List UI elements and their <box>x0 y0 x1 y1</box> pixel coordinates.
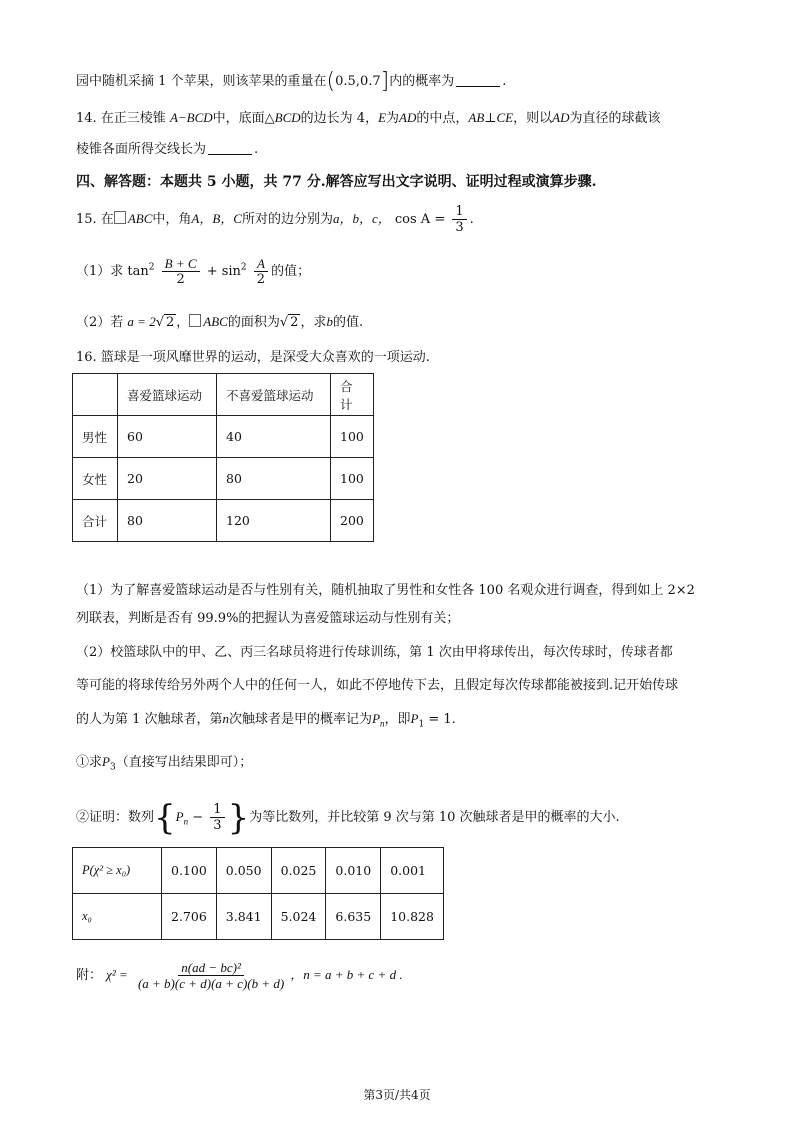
text: （直接写出结果即可）； <box>115 755 253 770</box>
chi-fraction <box>135 960 287 991</box>
var-Pn: P <box>175 809 184 824</box>
q15-p2-b: b <box>326 314 333 329</box>
contingency-table <box>72 373 374 542</box>
q15-text: 中，角 <box>152 212 192 227</box>
q16-p2-line3: 的人为第 1 次触球者，第n次触球者是甲的概率记为$P_n$，即$P_1 = 1$. <box>76 711 456 730</box>
table-cell: 男性 <box>73 416 118 458</box>
q15-p2-area: 的面积为 <box>227 315 280 330</box>
q14-text-c: 的边长为 4， <box>300 111 379 126</box>
q15-cos: cos A = <box>394 212 446 227</box>
interval-value: 0.5,0.7 <box>335 74 381 89</box>
q13-tail <box>76 69 507 94</box>
q14-text-b: 中，底面△ <box>212 111 275 126</box>
table-cell: P(χ² ≥ x₀) <box>73 848 162 894</box>
q14-text-f: ，则以 <box>513 111 553 126</box>
table-cell: 20 <box>118 458 217 500</box>
table-cell: 5.024 <box>271 894 326 940</box>
chi-formula <box>76 960 403 991</box>
q14-line1 <box>76 108 661 129</box>
table-cell <box>73 374 118 416</box>
radicand: 2 <box>290 315 299 330</box>
table-row <box>73 416 374 458</box>
q15-part1: （1）求 $\tan^2$ $\frac{B + C}{2}$ + $\sin^2$ $\frac{A}{2}$ 的值； <box>76 256 311 287</box>
q16-intro: 16. 篮球是一项风靡世界的运动，是深受大众喜欢的一项运动. <box>76 350 430 365</box>
q15-p2-end2: 的值. <box>332 315 364 330</box>
table-cell: 100 <box>331 416 374 458</box>
bc-fraction <box>162 256 200 287</box>
q15-angles: A，B，C <box>191 211 242 226</box>
sqrt: √ 2 <box>155 315 175 330</box>
q14-AD: AD <box>399 110 417 125</box>
table-row <box>73 374 374 416</box>
table-cell: 200 <box>331 500 374 542</box>
var-n: n <box>222 711 230 726</box>
comma: ， <box>176 315 190 330</box>
q14-text-2: 棱锥各面所得交线长为 <box>76 142 207 157</box>
text: 次触球者是甲的概率记为 <box>229 712 373 727</box>
frac-den: 2 <box>176 272 185 287</box>
table-cell: 0.100 <box>162 848 217 894</box>
text: 附： <box>76 968 103 983</box>
var-P: P <box>372 711 381 726</box>
q13-text-b: 内的概率为 <box>389 74 455 89</box>
table-cell: 0.025 <box>271 848 326 894</box>
sqrt: √ 2 <box>279 315 299 330</box>
a-fraction <box>254 256 268 287</box>
q14-text-e: 的中点， <box>416 111 469 126</box>
text: 的人为第 1 次触球者，第 <box>76 712 223 727</box>
table-cell: 不喜爱篮球运动 <box>217 374 331 416</box>
table-cell: 40 <box>217 416 331 458</box>
frac-num: 1 <box>452 204 466 220</box>
text: ，即 <box>384 712 411 727</box>
radicand: 2 <box>166 315 175 330</box>
n-def: ，n = a + b + c + d . <box>290 967 403 982</box>
interval-close: ] <box>380 69 390 94</box>
table-cell: 10.828 <box>381 894 444 940</box>
table-cell: 0.050 <box>216 848 271 894</box>
table-row <box>73 500 374 542</box>
table-row <box>73 894 444 940</box>
q14-end: . <box>254 142 259 157</box>
text: 为等比数列，并比较第 9 次与第 10 次触球者是甲的概率的大小. <box>249 810 620 825</box>
q15-intro: 15. 在 ABC中，角A，B，C所对的边分别为a，b，c， cos A = $\frac{1}{3}$ . <box>76 204 474 235</box>
q14-text: 14. 在正三棱锥 <box>76 111 166 126</box>
q15-p2-a: a = 2 <box>127 314 156 329</box>
table-cell: 2.706 <box>162 894 217 940</box>
table-cell: 100 <box>331 458 374 500</box>
third-fraction <box>210 802 224 833</box>
q15-p2-tri: ABC <box>203 314 228 329</box>
q15-num: 15. 在 <box>76 212 114 227</box>
triangle-icon <box>114 211 126 224</box>
section-heading: 四、解答题：本题共 5 小题，共 77 分.解答应写出文字说明、证明过程或演算步骤. <box>76 174 597 190</box>
eq: = 1 <box>424 712 452 727</box>
q13-text: 园中随机采摘 1 个苹果，则该苹果的重量在 <box>76 74 327 89</box>
frac-den: (a + b)(c + d)(a + c)(b + d) <box>137 976 285 991</box>
brace-close: } <box>227 798 250 838</box>
answer-blank <box>456 73 500 87</box>
q14-base: BCD <box>274 110 301 125</box>
q14-AD-2: AD <box>552 110 570 125</box>
cos-fraction <box>452 204 466 235</box>
q14-perp: AB⊥CE <box>468 110 514 125</box>
table-cell: 合计 <box>73 500 118 542</box>
table-cell: 女性 <box>73 458 118 500</box>
q15-sides: a，b，c， <box>332 211 391 226</box>
table-cell: 0.010 <box>326 848 381 894</box>
q15-p2-end: ，求 <box>300 315 327 330</box>
text: . <box>451 712 456 727</box>
table-cell: 80 <box>118 500 217 542</box>
table-cell: x₀ <box>73 894 162 940</box>
q13-end: . <box>502 74 507 89</box>
q16-p1-line1: （1）为了解喜爱篮球运动是否与性别有关，随机抽取了男性和女性各 100 名观众进行调查，得到如上 2×2 <box>76 583 695 598</box>
q15-text2: 所对的边分别为 <box>241 212 333 227</box>
table-cell: 3.841 <box>216 894 271 940</box>
q16-sub1: ①求$P_3$（直接写出结果即可）； <box>76 754 253 773</box>
q16-p2-line1: （2）校篮球队中的甲、乙、丙三名球员将进行传球训练，第 1 次由甲将球传出，每次传球时，传球者都 <box>76 645 673 660</box>
frac-num: A <box>254 256 268 272</box>
triangle-icon <box>189 314 201 327</box>
frac-den: 3 <box>213 818 222 833</box>
q14-text-d: 为 <box>386 111 400 126</box>
answer-blank <box>208 141 252 155</box>
tan: tan <box>127 264 149 279</box>
table-cell: 6.635 <box>326 894 381 940</box>
frac-den: 2 <box>256 272 266 287</box>
frac-num: 1 <box>210 802 224 818</box>
table-cell: 0.001 <box>381 848 444 894</box>
table-cell: 喜爱篮球运动 <box>118 374 217 416</box>
q14-E: E <box>378 110 387 125</box>
var-P1: P <box>410 711 419 726</box>
q15-p1-end: 的值； <box>271 264 311 279</box>
q15-p2-label: （2）若 <box>76 315 124 330</box>
table-cell: 120 <box>217 500 331 542</box>
text: ②证明：数列 <box>76 810 155 825</box>
q15-part2 <box>76 312 363 333</box>
chi-label: χ² = <box>106 967 128 982</box>
q14-line2 <box>76 140 258 160</box>
q16-p2-line2: 等可能的将球传给另外两个人中的任何一人，如此不停地传下去，且假定每次传球都能被接到.记开始传球 <box>76 678 679 693</box>
interval-open: ( <box>326 69 336 94</box>
q16-sub2: ②证明：数列{$P_n$ − $\frac{1}{3}$ }为等比数列，并比较第 9 次与第 10 次触球者是甲的概率的大小. <box>76 798 620 838</box>
table-row <box>73 458 374 500</box>
frac-num: B + C <box>162 256 200 272</box>
q15-tri: ABC <box>127 211 153 226</box>
frac-den: 3 <box>455 220 464 235</box>
chi-square-table <box>72 847 444 940</box>
table-row <box>73 848 444 894</box>
sin: + sin <box>206 264 241 279</box>
text: ①求 <box>76 755 103 770</box>
q14-text-g: 为直径的球截该 <box>569 111 661 126</box>
table-cell: 80 <box>217 458 331 500</box>
frac-num: n(ad − bc)² <box>178 960 244 976</box>
q15-p1-label: （1）求 <box>76 264 124 279</box>
var-P3: P <box>102 754 110 769</box>
brace-open: { <box>154 798 176 838</box>
table-cell: 合计 <box>331 374 374 416</box>
table-cell: 60 <box>118 416 217 458</box>
q16-p1-line2: 列联表，判断是否有 99.9%的把握认为喜爱篮球运动与性别有关； <box>76 611 460 626</box>
q14-tetra: A−BCD <box>169 110 213 125</box>
page-footer: 第3页/共4页 <box>363 1088 431 1102</box>
